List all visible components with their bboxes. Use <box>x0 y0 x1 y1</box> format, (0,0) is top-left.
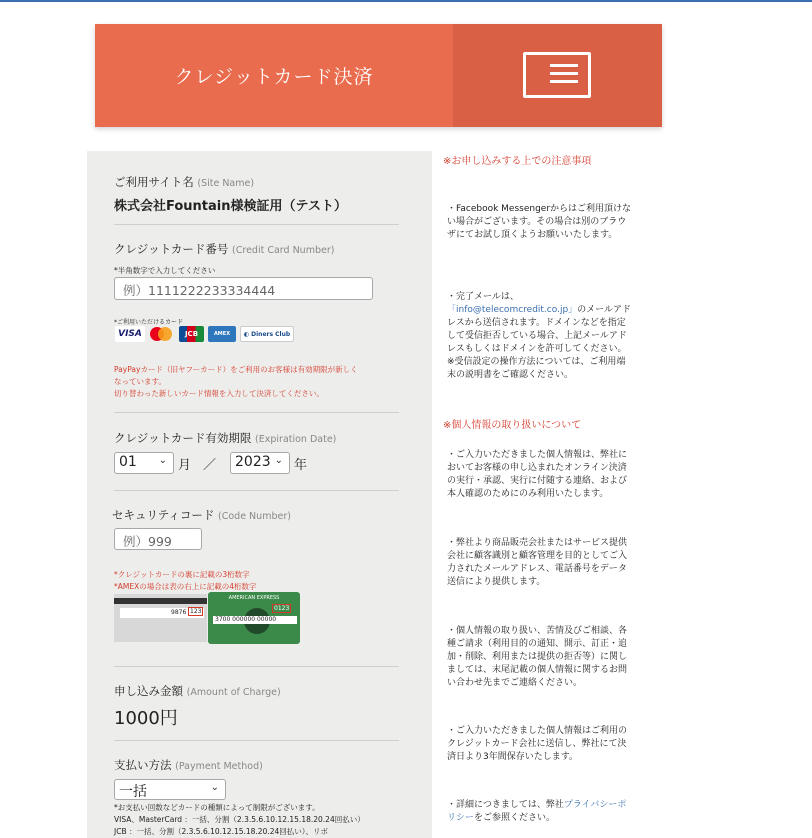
divider <box>114 740 399 741</box>
security-code-input[interactable]: 例）999 <box>114 528 202 550</box>
month-unit: 月 <box>178 458 192 473</box>
privacy-heading: ※個人情報の取り扱いについて <box>443 420 582 431</box>
amex-icon: AMEX <box>208 326 236 342</box>
notice-paragraph-1: ・Facebook Messengerからはご利用頂けない場合がございます。その場合は別のブラウザにてお試し頂くようお願いいたします。 <box>447 204 632 240</box>
page-title: クレジットカード決済 <box>174 66 374 88</box>
expiry-label: クレジットカード有効期限 (Expiration Date) <box>114 431 337 445</box>
mastercard-icon <box>148 326 174 342</box>
credit-card-icon <box>523 52 591 98</box>
payment-method-label: 支払い方法 (Payment Method) <box>114 758 263 772</box>
contact-email: 「info@telecomcredit.co.jp」 <box>447 305 578 315</box>
expiry-month-select[interactable]: 01 ⌄ <box>114 452 174 474</box>
paypay-note-line2: なっています。 <box>114 377 166 386</box>
divider <box>114 666 399 667</box>
privacy-paragraph-4: ・ご入力いただきました個人情報はご利用のクレジットカード会社に送信し、弊社にて決済日より3年間保存いたします。 <box>447 726 628 762</box>
divider <box>114 224 399 225</box>
card-back-digits: 9876 <box>171 609 187 616</box>
privacy-paragraph-3: ・個人情報の取り扱い、苦情及びご相談、各種ご請求（利用目的の通知、開示、訂正・追加・削除、利用または提供の拒否等）に関しましては、末尾記載の個人情報に関するお問い合わせ先までご連絡ください。 <box>447 626 628 688</box>
header-icon-area <box>453 24 662 127</box>
card-number-hint: *半角数字で入力してください <box>114 266 216 275</box>
payment-method-select[interactable]: 一括 ⌄ <box>114 779 226 800</box>
notice-paragraph-2: ・完了メールは、 「info@telecomcredit.co.jp」のメールアドレスから送信されます。ドメインなどを指定して受信拒否している場合、上記メールアドレスもしくはドメインを許可してください。※受信設定の操作方法については、ご利用端末の説明書をご確認ください。 <box>447 292 631 380</box>
date-separator: ／ <box>203 458 217 473</box>
divider <box>114 490 399 491</box>
card-back-image <box>114 594 207 642</box>
paypay-note-line3: 切り替わった新しいカード情報を入力して決済してください。 <box>114 389 324 398</box>
card-number-input[interactable]: 例）1111222233334444 <box>114 277 373 300</box>
expiry-year-select[interactable]: 2023 ⌄ <box>230 452 290 474</box>
chevron-down-icon: ⌄ <box>210 782 219 793</box>
page-header <box>95 24 662 127</box>
diners-club-icon: ◐ Diners Club <box>240 326 294 342</box>
privacy-paragraph-1: ・ご入力いただきました個人情報は、弊社においてお客様の申し込まれたオンライン決済の実行・承認、実行に付随する連絡、および本人確認のためにのみ利用いたします。 <box>447 450 628 499</box>
top-border <box>0 0 812 2</box>
paypay-note-line1: PayPayカード（旧ヤフーカード）をご利用のお客様は有効期限が新しく <box>114 365 358 374</box>
security-code-label: セキュリティコード (Code Number) <box>112 508 291 522</box>
privacy-paragraph-5: ・詳細につきましては、弊社プライバシーポリシーをご参照ください。 <box>447 800 627 823</box>
card-brands-label: *ご利用いただけるカード <box>114 319 184 326</box>
chevron-down-icon: ⌄ <box>158 455 167 466</box>
privacy-paragraph-2: ・弊社より商品販売会社またはサービス提供会社に顧客識別と顧客管理を目的としてご入力されたメールアドレス、電話番号をデータ送信により提供します。 <box>447 538 628 587</box>
privacy-policy-link[interactable]: プライバシーポリシー <box>447 800 627 823</box>
year-unit: 年 <box>294 458 308 473</box>
security-note-2: *AMEXの場合は表の右上に記載の4桁数字 <box>114 582 257 591</box>
security-note-1: *クレジットカードの裏に記載の3桁数字 <box>114 570 250 579</box>
notice-heading: ※お申し込みする上での注意事項 <box>443 156 592 167</box>
payment-note-1: *お支払い回数などカードの種類によって制限がございます。 <box>114 803 320 812</box>
jcb-icon: JCB <box>179 326 204 342</box>
amex-card-title: AMERICAN EXPRESS <box>228 595 280 601</box>
card-number-label: クレジットカード番号 (Credit Card Number) <box>114 242 335 256</box>
payment-note-2: VISA、MasterCard ：一括、分割（2.3.5.6.10.12.15.18.20.24回払い） <box>114 815 365 824</box>
card-back-code: 123 <box>190 608 202 615</box>
site-name-value: 株式会社Fountain様検証用（テスト） <box>114 199 347 214</box>
visa-icon: VISA <box>115 326 145 342</box>
chevron-down-icon: ⌄ <box>274 455 283 466</box>
amex-card-image <box>208 592 300 644</box>
amount-value: 1000円 <box>114 708 178 729</box>
divider <box>114 412 399 413</box>
amex-card-code: 0123 <box>274 605 290 612</box>
payment-note-3: JCB ：一括、分割（2.3.5.6.10.12.15.18.20.24回払い）、リボ <box>114 827 329 836</box>
amex-card-number: 3700 000000 00000 <box>215 616 277 623</box>
site-name-label: ご利用サイト名 (Site Name) <box>114 175 255 189</box>
amount-label: 申し込み金額 (Amount of Charge) <box>114 684 281 698</box>
